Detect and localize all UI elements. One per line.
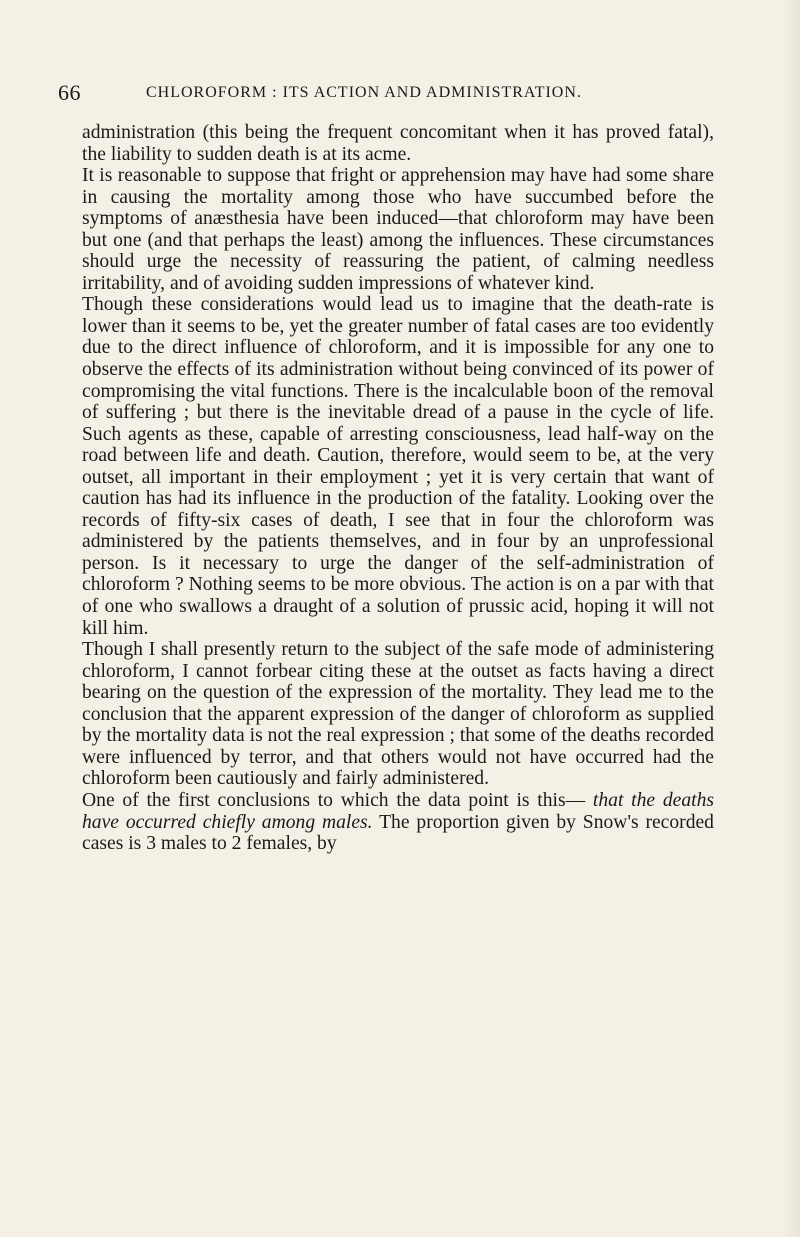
body-text <box>82 122 714 855</box>
running-title: CHLOROFORM : ITS ACTION AND ADMINISTRATION. <box>146 84 582 101</box>
paragraph-5 <box>82 790 714 855</box>
paragraph-1: administration (this being the frequent concomitant when it has proved fatal), the liability to sudden death is at its acme. <box>82 122 714 165</box>
paragraph-5-start: One of the first conclusions to which the data point is this— <box>82 789 586 811</box>
page-edge-shadow <box>782 0 800 1237</box>
running-header <box>58 82 730 112</box>
paragraph-2: It is reasonable to suppose that fright or apprehension may have had some share in causing the mortality among those who have succumbed before the symptoms of anæsthesia have been induced—that chloroform may have been but one (and that perhaps the least) among the influences. These circumstances should urge the necessity of reassuring the patient, of calming needless irritability, and of avoiding sudden impressions of whatever kind. <box>82 165 714 294</box>
paragraph-4: Though I shall presently return to the subject of the safe mode of administering chloroform, I cannot forbear citing these at the outset as facts having a direct bearing on the question of the expression of the mortality. They lead me to the conclusion that the apparent expression of the danger of chloroform as supplied by the mortality data is not the real expression ; that some of the deaths recorded were influenced by terror, and that others would not have occurred had the chloroform been cautiously and fairly administered. <box>82 639 714 790</box>
paragraph-3: Though these considerations would lead us to imagine that the death-rate is lower than it seems to be, yet the greater number of fatal cases are too evidently due to the direct influence of chloroform, and it is impossible for any one to observe the effects of its administration without being convinced of its power of compromising the vital functions. There is the incalculable boon of the removal of suffering ; but there is the inevitable dread of a pause in the cycle of life. Such agents as these, capable of arresting consciousness, lead half-way on the road between life and death. Caution, therefore, would seem to be, at the very outset, all important in their employment ; yet it is very certain that want of caution has had its influence in the production of the fatality. Looking over the records of fifty-six cases of death, I see that in four the chloroform was administered by the patients themselves, and in four by an unprofessional person. Is it necessary to urge the danger of the self-administration of chloroform ? Nothing seems to be more obvious. The action is on a par with that of one who swallows a draught of a solution of prussic acid, hoping it will not kill him. <box>82 294 714 639</box>
page-number: 66 <box>58 80 81 105</box>
paragraph-5-italic: that the deaths have occurred chiefly among males. <box>82 789 714 833</box>
paragraph-5-end: The proportion given by Snow's recorded cases is 3 males to 2 females, by <box>82 811 714 855</box>
